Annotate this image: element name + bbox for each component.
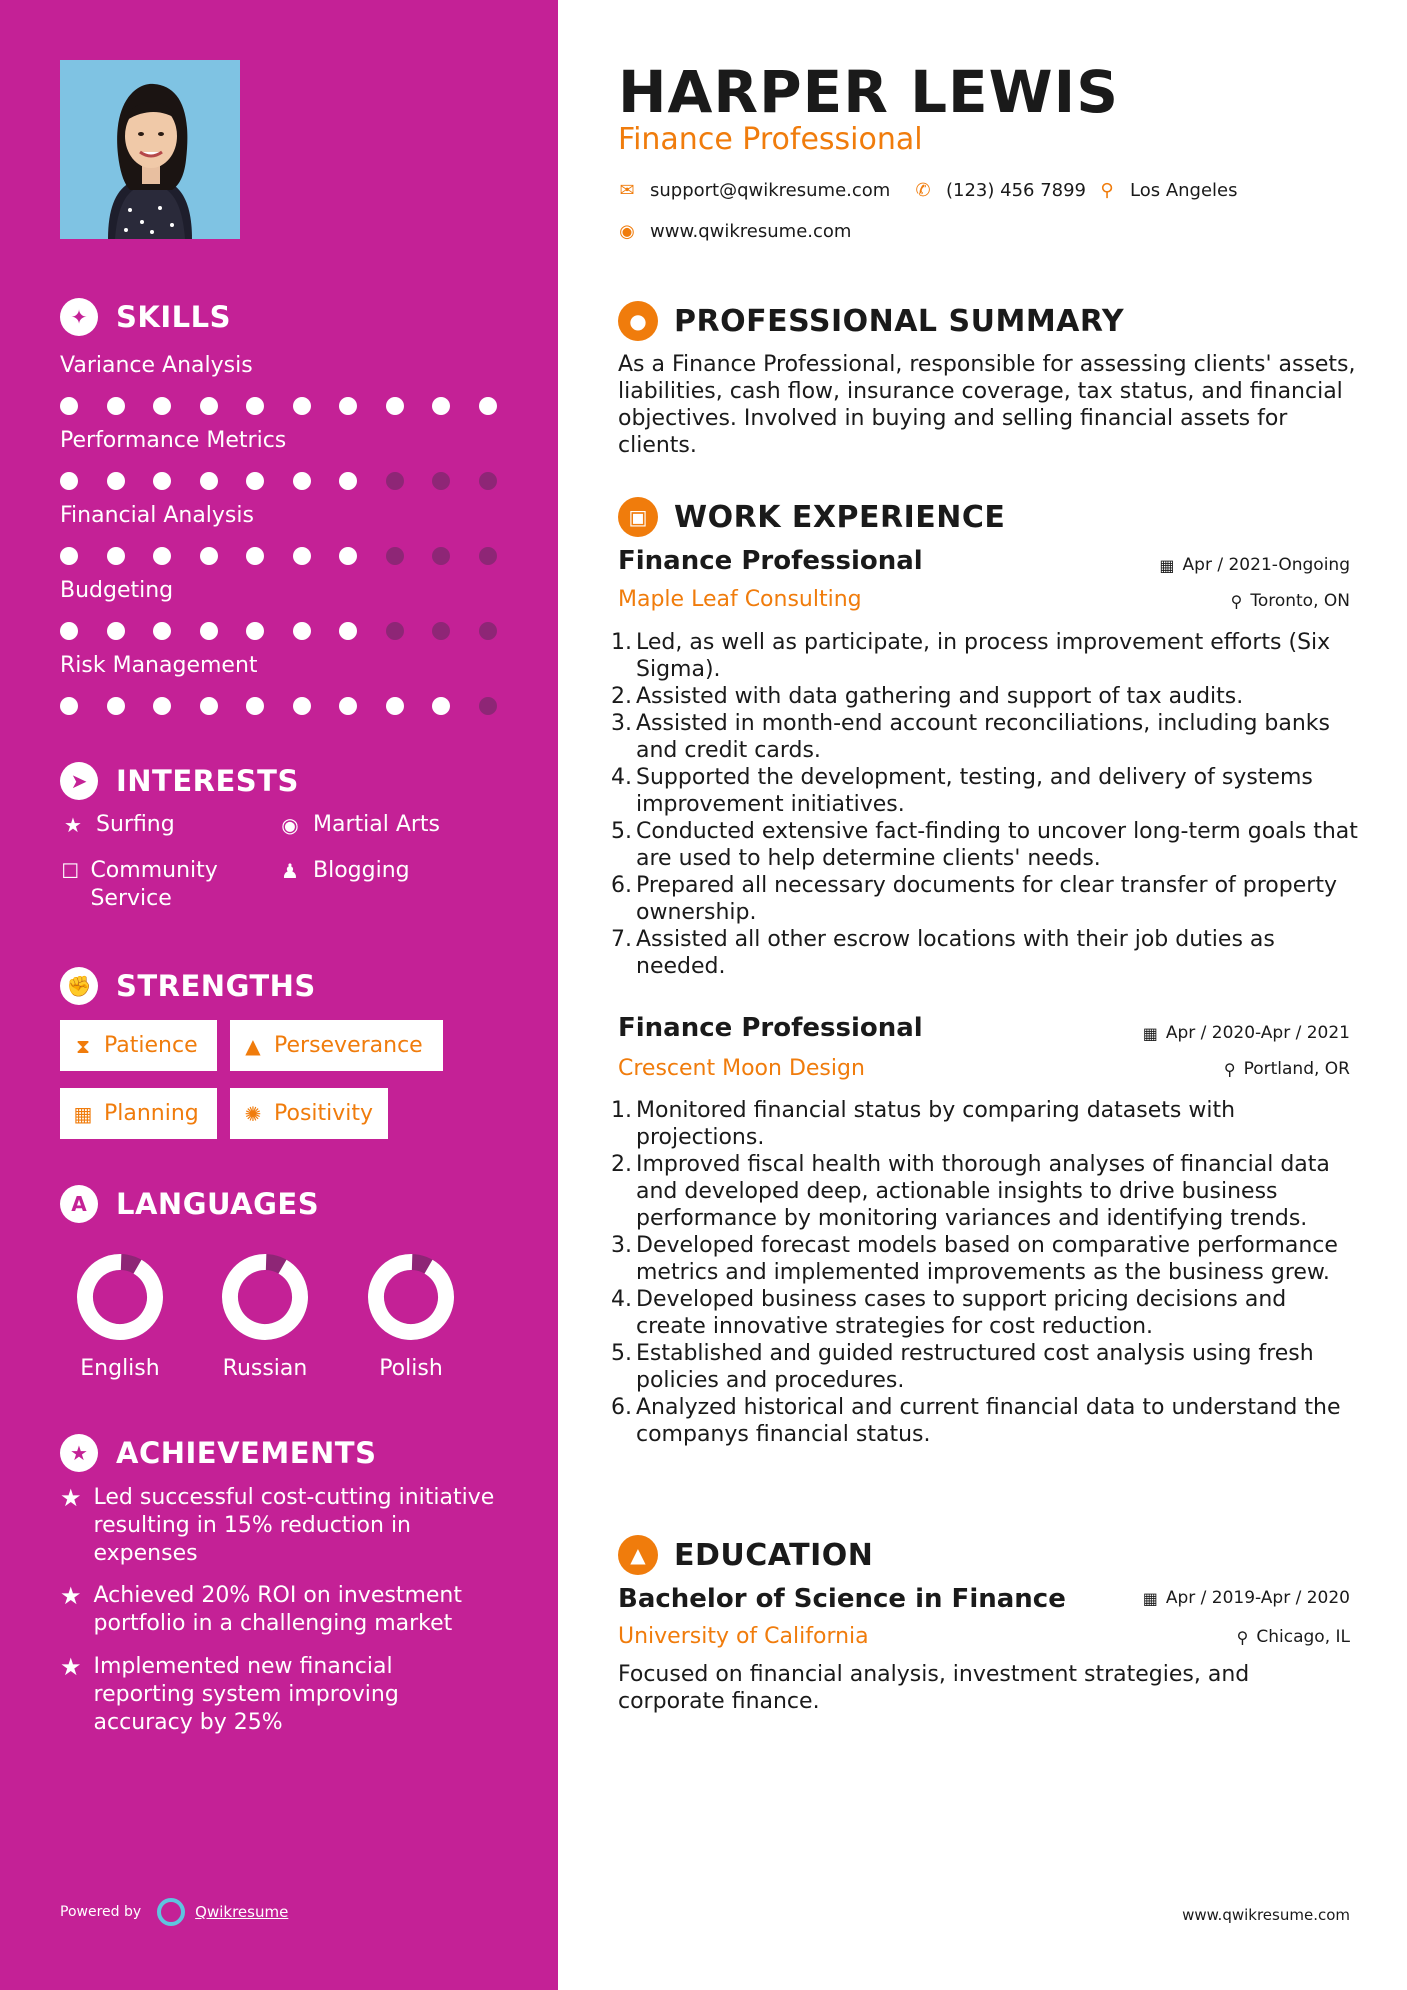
education-heading — [618, 1533, 873, 1577]
candidate-name: HARPER LEWIS — [618, 58, 1119, 126]
job-duty: Improved fiscal health with thorough analyses of financial data and developed deep, actionable insights to drive business performance by monitoring variances and identifying trends. — [636, 1152, 1330, 1231]
achievement-text: Implemented new financial reporting system improving accuracy by 25% — [93, 1654, 399, 1735]
job-duty: Led, as well as participate, in process improvement efforts (Six Sigma). — [636, 630, 1331, 682]
skill-dot-filled — [107, 547, 125, 565]
language-ring — [75, 1252, 165, 1342]
language-name: Russian — [222, 1356, 308, 1381]
translate-icon: A — [60, 1185, 98, 1223]
job-duty: Assisted all other escrow locations with their job duties as needed. — [636, 927, 1275, 979]
skill-dot-filled — [293, 547, 311, 565]
strengths-title: STRENGTHS — [116, 969, 316, 1003]
skill-item — [60, 576, 500, 606]
summary-heading — [618, 299, 1124, 343]
hand-icon: ☐ — [61, 859, 80, 883]
achievements-heading — [60, 1433, 376, 1473]
achievement-item — [60, 1582, 500, 1638]
achievements-title: ACHIEVEMENTS — [116, 1436, 377, 1470]
summary-text: As a Finance Professional, responsible for assessing clients' assets, liabilities, cash flow, insurance coverage, tax status, and financial objectives. Involved in buying and selling financial assets for clients. — [618, 352, 1356, 458]
skill-dot-filled — [246, 397, 264, 415]
fist-icon: ✊ — [60, 967, 98, 1005]
job-dates — [1143, 1023, 1350, 1043]
job-dates-text: Apr / 2020-Apr / 2021 — [1165, 1023, 1350, 1043]
interest-label: Blogging — [313, 858, 410, 883]
skill-dot-empty — [432, 622, 450, 640]
skill-dot-filled — [339, 472, 357, 490]
skill-dot-filled — [200, 622, 218, 640]
job-location — [1224, 1059, 1350, 1079]
map-pin-icon: ⚲ — [1100, 180, 1114, 201]
skill-name: Financial Analysis — [60, 503, 254, 528]
skill-dot-filled — [339, 397, 357, 415]
interest-label: Community Service — [90, 858, 218, 911]
language-name: English — [80, 1356, 160, 1381]
strength-label: Planning — [104, 1101, 199, 1126]
skill-dot-filled — [246, 472, 264, 490]
skill-dot-filled — [293, 397, 311, 415]
skill-dot-filled — [293, 472, 311, 490]
skill-dot-filled — [107, 622, 125, 640]
interest-label: Martial Arts — [313, 812, 441, 837]
job-duty: Assisted in month-end account reconciliations, including banks and credit cards. — [636, 711, 1331, 763]
candidate-role: Finance Professional — [618, 122, 923, 157]
skill-rating — [60, 472, 500, 494]
globe-icon: ◉ — [281, 813, 299, 837]
job-location — [1231, 591, 1350, 611]
strengths-heading — [60, 966, 316, 1006]
pin-icon: ⚲ — [1230, 591, 1243, 611]
strength-badge — [60, 1088, 217, 1139]
skill-dot-filled — [246, 697, 264, 715]
interest-item — [60, 857, 260, 913]
education-school: University of California — [618, 1624, 869, 1649]
job-duty: Developed forecast models based on comparative performance metrics and implemented improvements as the business grew. — [636, 1233, 1338, 1285]
skill-dot-filled — [200, 472, 218, 490]
contact-website[interactable] — [618, 221, 851, 242]
strength-badge — [230, 1020, 443, 1071]
star-badge-icon: ★ — [60, 1434, 98, 1472]
job-title: Finance Professional — [618, 1013, 923, 1043]
experience-title: WORK EXPERIENCE — [674, 499, 1006, 535]
skill-dot-filled — [293, 622, 311, 640]
skill-dot-filled — [153, 547, 171, 565]
education-location — [1237, 1627, 1350, 1647]
skill-dot-filled — [386, 397, 404, 415]
contact-phone[interactable] — [914, 180, 1086, 201]
achievement-text: Led successful cost-cutting initiative resulting in 15% reduction in expenses — [93, 1485, 495, 1566]
achievement-text: Achieved 20% ROI on investment portfolio in a challenging market — [93, 1583, 462, 1636]
profile-photo — [60, 60, 240, 239]
interest-label: Surfing — [96, 812, 175, 837]
skill-rating — [60, 697, 500, 719]
skill-item — [60, 351, 500, 381]
job-dates-text: Apr / 2021-Ongoing — [1182, 555, 1350, 575]
website-text: www.qwikresume.com — [650, 221, 852, 242]
job-dates — [1159, 555, 1350, 575]
pin-icon: ⚲ — [1223, 1059, 1236, 1079]
achievement-item — [60, 1484, 500, 1568]
skills-heading — [60, 297, 231, 337]
skill-rating — [60, 547, 500, 569]
language-item — [60, 1252, 180, 1381]
qwikresume-logo-icon — [157, 1898, 185, 1926]
skill-dot-empty — [386, 547, 404, 565]
calendar-icon: ▦ — [1159, 555, 1175, 575]
skill-dot-empty — [479, 547, 497, 565]
skill-item — [60, 651, 500, 681]
phone-text: (123) 456 7899 — [946, 180, 1087, 201]
gear-icon: ✺ — [244, 1101, 262, 1126]
job-duty: Monitored financial status by comparing datasets with projections. — [636, 1098, 1236, 1150]
skill-rating — [60, 622, 500, 644]
language-ring — [366, 1252, 456, 1342]
skill-dot-filled — [153, 697, 171, 715]
powered-by — [60, 1898, 288, 1926]
lightbulb-icon: ✦ — [60, 298, 98, 336]
skill-dot-filled — [153, 622, 171, 640]
phone-icon: ✆ — [915, 180, 931, 201]
location-text: Los Angeles — [1130, 180, 1238, 201]
language-ring-fill — [220, 1252, 310, 1342]
skills-title: SKILLS — [116, 300, 231, 334]
skill-dot-filled — [246, 547, 264, 565]
powered-by-text: Powered by — [60, 1904, 142, 1920]
graduation-icon: ▲ — [618, 1535, 658, 1575]
job-duty: Assisted with data gathering and support of tax audits. — [636, 684, 1244, 709]
language-ring-fill — [75, 1252, 165, 1342]
job-duties-list — [618, 1097, 1363, 1448]
skill-name: Variance Analysis — [60, 353, 253, 378]
skill-dot-filled — [60, 472, 78, 490]
language-item — [205, 1252, 325, 1381]
education-dates — [1143, 1588, 1350, 1608]
contact-location — [1098, 180, 1238, 201]
strength-badge — [230, 1088, 388, 1139]
skill-name: Budgeting — [60, 578, 174, 603]
users-icon: ♟ — [281, 859, 299, 883]
profile-photo-image — [60, 60, 240, 239]
shooting-star-icon: ★ — [60, 1653, 82, 1681]
job-title: Finance Professional — [618, 546, 923, 576]
email-text: support@qwikresume.com — [650, 180, 891, 201]
envelope-icon: ✉ — [619, 180, 635, 201]
contact-email[interactable] — [618, 180, 890, 201]
skill-dot-filled — [479, 397, 497, 415]
skill-dot-empty — [479, 622, 497, 640]
skill-dot-filled — [60, 547, 78, 565]
languages-heading — [60, 1184, 319, 1224]
hourglass-icon: ⧗ — [75, 1033, 91, 1058]
experience-heading — [618, 495, 1005, 539]
skill-dot-filled — [107, 697, 125, 715]
main-content — [558, 0, 1407, 1990]
education-description: Focused on financial analysis, investment strategies, and corporate finance. — [618, 1662, 1250, 1714]
skill-dot-filled — [60, 697, 78, 715]
skill-dot-filled — [386, 697, 404, 715]
skill-dot-filled — [339, 697, 357, 715]
strength-label: Patience — [104, 1033, 198, 1058]
skill-dot-filled — [153, 397, 171, 415]
job-duty: Developed business cases to support pricing decisions and create innovative strategies for cost reduction. — [636, 1287, 1287, 1339]
skill-dot-filled — [200, 547, 218, 565]
skill-dot-filled — [60, 397, 78, 415]
interest-item — [60, 811, 175, 839]
interests-heading — [60, 761, 299, 801]
interest-item — [277, 811, 440, 839]
skill-dot-empty — [432, 472, 450, 490]
job-duty: Supported the development, testing, and delivery of systems improvement initiatives. — [636, 765, 1313, 817]
climber-icon: ▲ — [245, 1033, 261, 1058]
education-location-text: Chicago, IL — [1256, 1627, 1350, 1647]
star-icon: ★ — [64, 813, 82, 837]
skill-dot-empty — [386, 472, 404, 490]
education-degree: Bachelor of Science in Finance — [618, 1584, 1066, 1614]
language-ring-fill — [366, 1252, 456, 1342]
skill-name: Risk Management — [60, 653, 258, 678]
sidebar — [0, 0, 558, 1990]
languages-title: LANGUAGES — [116, 1187, 320, 1221]
job-duty: Established and guided restructured cost analysis using fresh policies and procedures. — [636, 1341, 1314, 1393]
language-ring — [220, 1252, 310, 1342]
summary-title: PROFESSIONAL SUMMARY — [674, 303, 1125, 339]
skill-dot-filled — [339, 547, 357, 565]
qwikresume-link[interactable]: Qwikresume — [195, 1903, 289, 1921]
skill-item — [60, 501, 500, 531]
language-item — [351, 1252, 471, 1381]
skill-rating — [60, 397, 500, 419]
skill-dot-empty — [479, 697, 497, 715]
shooting-star-icon: ★ — [60, 1582, 82, 1610]
skill-dot-filled — [339, 622, 357, 640]
job-location-text: Toronto, ON — [1250, 591, 1350, 611]
skill-dot-empty — [479, 472, 497, 490]
shooting-star-icon: ★ — [60, 1484, 82, 1512]
job-duty: Conducted extensive fact-finding to uncover long-term goals that are used to help determine clients' needs. — [636, 819, 1358, 871]
job-duty: Prepared all necessary documents for clear transfer of property ownership. — [636, 873, 1337, 925]
skill-dot-empty — [432, 547, 450, 565]
strength-badge — [60, 1020, 217, 1071]
paper-plane-icon: ➤ — [60, 762, 98, 800]
calendar-icon: ▦ — [1142, 1023, 1158, 1043]
skill-dot-filled — [200, 697, 218, 715]
job-duty: Analyzed historical and current financial data to understand the companys financial status. — [636, 1395, 1341, 1447]
skill-dot-filled — [246, 622, 264, 640]
job-duties-list — [618, 629, 1363, 980]
skill-name: Performance Metrics — [60, 428, 287, 453]
job-company: Crescent Moon Design — [618, 1056, 865, 1081]
strength-label: Positivity — [274, 1101, 374, 1126]
calendar-icon: ▦ — [73, 1101, 93, 1126]
skill-dot-filled — [200, 397, 218, 415]
education-dates-text: Apr / 2019-Apr / 2020 — [1165, 1588, 1350, 1608]
skill-dot-filled — [60, 622, 78, 640]
skill-item — [60, 426, 500, 456]
skill-dot-filled — [432, 697, 450, 715]
pin-icon: ⚲ — [1236, 1627, 1249, 1647]
calendar-icon: ▦ — [1142, 1588, 1158, 1608]
footer-url[interactable]: www.qwikresume.com — [1182, 1906, 1350, 1924]
job-location-text: Portland, OR — [1243, 1059, 1350, 1079]
skill-dot-filled — [153, 472, 171, 490]
skill-dot-filled — [432, 397, 450, 415]
skill-dot-filled — [107, 472, 125, 490]
interest-item — [277, 857, 410, 885]
language-name: Polish — [379, 1356, 443, 1381]
globe-icon: ◉ — [619, 221, 635, 242]
skill-dot-empty — [386, 622, 404, 640]
user-icon: ● — [618, 301, 658, 341]
interests-title: INTERESTS — [116, 764, 299, 798]
strength-label: Perseverance — [274, 1033, 423, 1058]
education-title: EDUCATION — [674, 1537, 874, 1573]
skill-dot-filled — [293, 697, 311, 715]
achievement-item — [60, 1653, 500, 1737]
skill-dot-filled — [107, 397, 125, 415]
job-company: Maple Leaf Consulting — [618, 587, 862, 612]
briefcase-icon: ▣ — [618, 497, 658, 537]
